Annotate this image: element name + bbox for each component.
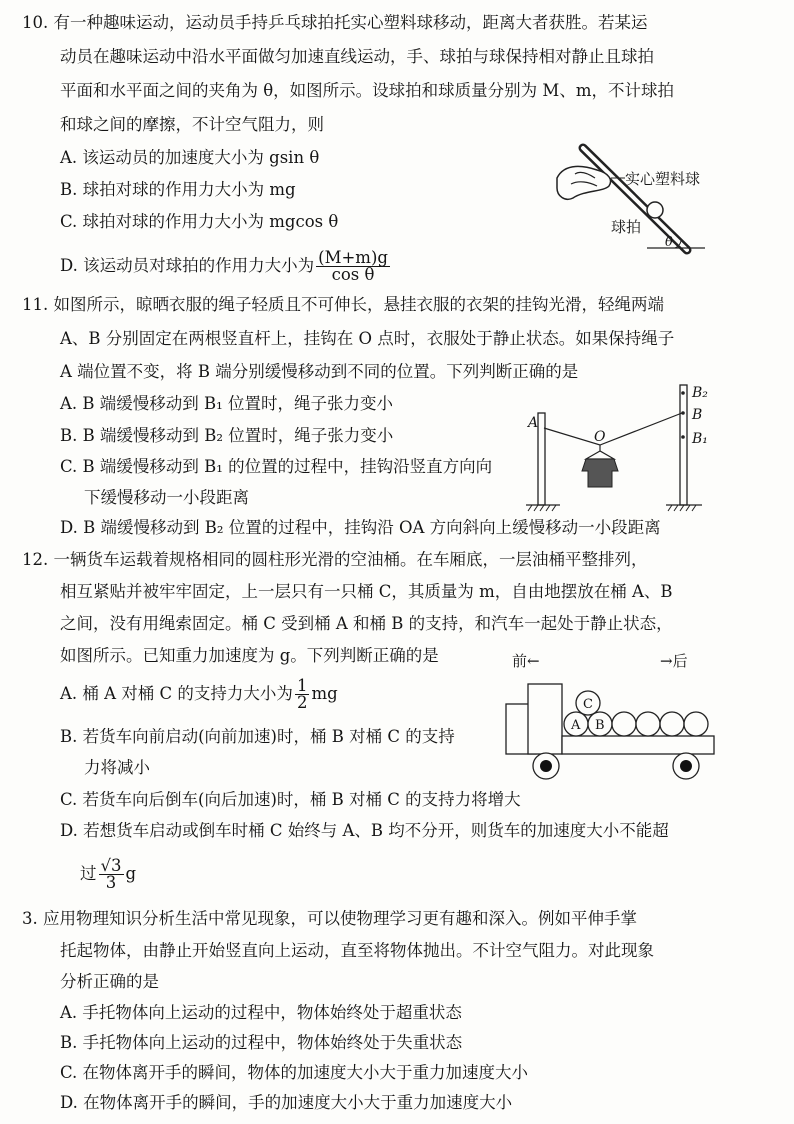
fraction-numerator: 1 (296, 676, 308, 695)
q11-figure-label-a: A (528, 415, 539, 431)
q12-figure-truck (500, 648, 725, 788)
q11-option-b[interactable]: B. B 端缓慢移动到 B₂ 位置时，绳子张力变小 (60, 426, 394, 445)
q12-option-d-unit: g (125, 864, 137, 883)
fraction-denominator: cos θ (331, 265, 375, 284)
q10-option-d[interactable] (60, 248, 392, 284)
q12-stem-line-1: 12. 一辆货车运载着规格相同的圆柱形光滑的空油桶。在车厢底，一层油桶平整排列， (22, 550, 648, 569)
q11-stem-line-2: A、B 分别固定在两根竖直杆上，挂钩在 O 点时，衣服处于静止状态。如果保持绳子 (60, 329, 675, 348)
fraction-denominator: 2 (296, 693, 308, 712)
q11-option-a[interactable]: A. B 端缓慢移动到 B₁ 位置时，绳子张力变小 (60, 394, 394, 413)
q11-figure-label-b2: B₂ (692, 385, 708, 401)
q13-option-b[interactable]: B. 手托物体向上运动的过程中，物体始终处于失重状态 (60, 1033, 463, 1052)
q11-figure-label-o: O (594, 429, 606, 445)
q12-figure-label-a: A (571, 718, 581, 733)
q12-figure-front: 前← (512, 652, 540, 670)
q10-stem-line-1: 10. 有一种趣味运动，运动员手持乒乓球拍托实心塑料球移动，距离大者获胜。若某运 (22, 13, 648, 32)
q11-stem-line-3: A 端位置不变，将 B 端分别缓慢移动到不同的位置。下列判断正确的是 (60, 362, 579, 381)
q10-figure-racket (555, 140, 725, 255)
q10-option-d-text: D. 该运动员对球拍的作用力大小为 (60, 256, 315, 275)
q10-option-a[interactable]: A. 该运动员的加速度大小为 gsin θ (60, 148, 320, 167)
q12-option-a[interactable] (60, 676, 338, 712)
q13-stem-line-3: 分析正确的是 (60, 972, 159, 991)
q13-option-c[interactable]: C. 在物体离开手的瞬间，物体的加速度大小大于重力加速度大小 (60, 1063, 529, 1082)
q12-option-d[interactable]: D. 若想货车启动或倒车时桶 C 始终与 A、B 均不分开，则货车的加速度大小不能超 (60, 821, 669, 840)
fraction-denominator: 3 (105, 873, 117, 892)
q12-stem-line-4: 如图所示。已知重力加速度为 g。下列判断正确的是 (60, 646, 439, 665)
q12-option-a-fraction (295, 678, 310, 711)
q10-stem-line-3: 平面和水平面之间的夹角为 θ，如图所示。设球拍和球质量分别为 M、m，不计球拍 (60, 81, 674, 100)
q12-option-a-text: A. 桶 A 对桶 C 的支持力大小为 (60, 684, 293, 703)
q10-figure-ball-label: 实心塑料球 (625, 170, 701, 188)
fraction-numerator: (M+m)g (318, 248, 388, 267)
q12-option-d-cont (80, 856, 136, 892)
ball-icon (647, 202, 663, 218)
q12-stem-line-3: 之间，没有用绳索固定。桶 C 受到桶 A 和桶 B 的支持，和汽车一起处于静止状态， (60, 614, 673, 633)
q12-option-b-cont: 力将减小 (84, 758, 150, 777)
clothes-icon (582, 459, 618, 487)
q11-option-c[interactable]: C. B 端缓慢移动到 B₁ 的位置的过程中，挂钩沿竖直方向向 (60, 457, 493, 476)
q12-stem-line-2: 相互紧贴并被牢牢固定，上一层只有一只桶 C，其质量为 m，自由地摆放在桶 A、B (60, 582, 673, 601)
q13-option-d[interactable]: D. 在物体离开手的瞬间，手的加速度大小大于重力加速度大小 (60, 1093, 513, 1112)
q11-option-c-cont: 下缓慢移动一小段距离 (84, 488, 249, 507)
q13-stem-line-1: 3. 应用物理知识分析生活中常见现象，可以使物理学习更有趣和深入。例如平伸手掌 (22, 909, 637, 928)
q12-figure-back: →后 (660, 652, 688, 670)
q12-option-a-unit: mg (311, 684, 338, 703)
q11-figure-label-b: B (692, 407, 703, 423)
q10-figure-racket-label: 球拍 (611, 218, 642, 236)
q12-option-d-text: 过 (80, 864, 97, 883)
q13-stem-line-2: 托起物体，由静止开始竖直向上运动，直至将物体抛出。不计空气阻力。对此现象 (60, 941, 654, 960)
q10-option-d-fraction (316, 250, 390, 283)
q11-figure-label-b1: B₁ (692, 431, 708, 447)
q11-option-d[interactable]: D. B 端缓慢移动到 B₂ 位置的过程中，挂钩沿 OA 方向斜向上缓慢移动一小段距离 (60, 518, 661, 537)
q11-stem-line-1: 11. 如图所示，晾晒衣服的绳子轻质且不可伸长，悬挂衣服的衣架的挂钩光滑，轻绳两端 (22, 295, 664, 314)
q12-option-d-fraction (99, 858, 124, 891)
q10-option-c[interactable]: C. 球拍对球的作用力大小为 mgcos θ (60, 212, 339, 231)
q10-stem-line-2: 动员在趣味运动中沿水平面做匀加速直线运动，手、球拍与球保持相对静止且球拍 (60, 47, 654, 66)
q13-option-a[interactable]: A. 手托物体向上运动的过程中，物体始终处于超重状态 (60, 1003, 462, 1022)
q12-figure-label-c: C (583, 697, 593, 712)
q10-figure-angle-label: θ (665, 235, 673, 250)
q10-option-b[interactable]: B. 球拍对球的作用力大小为 mg (60, 180, 296, 199)
q10-stem-line-4: 和球之间的摩擦，不计空气阻力，则 (60, 115, 324, 134)
q11-figure-clothesline (520, 375, 730, 515)
q12-option-c[interactable]: C. 若货车向后倒车(向后加速)时，桶 B 对桶 C 的支持力将增大 (60, 790, 521, 809)
q12-option-b[interactable]: B. 若货车向前启动(向前加速)时，桶 B 对桶 C 的支持 (60, 727, 455, 746)
fraction-numerator: √3 (100, 856, 122, 875)
q12-figure-label-b: B (595, 718, 605, 733)
